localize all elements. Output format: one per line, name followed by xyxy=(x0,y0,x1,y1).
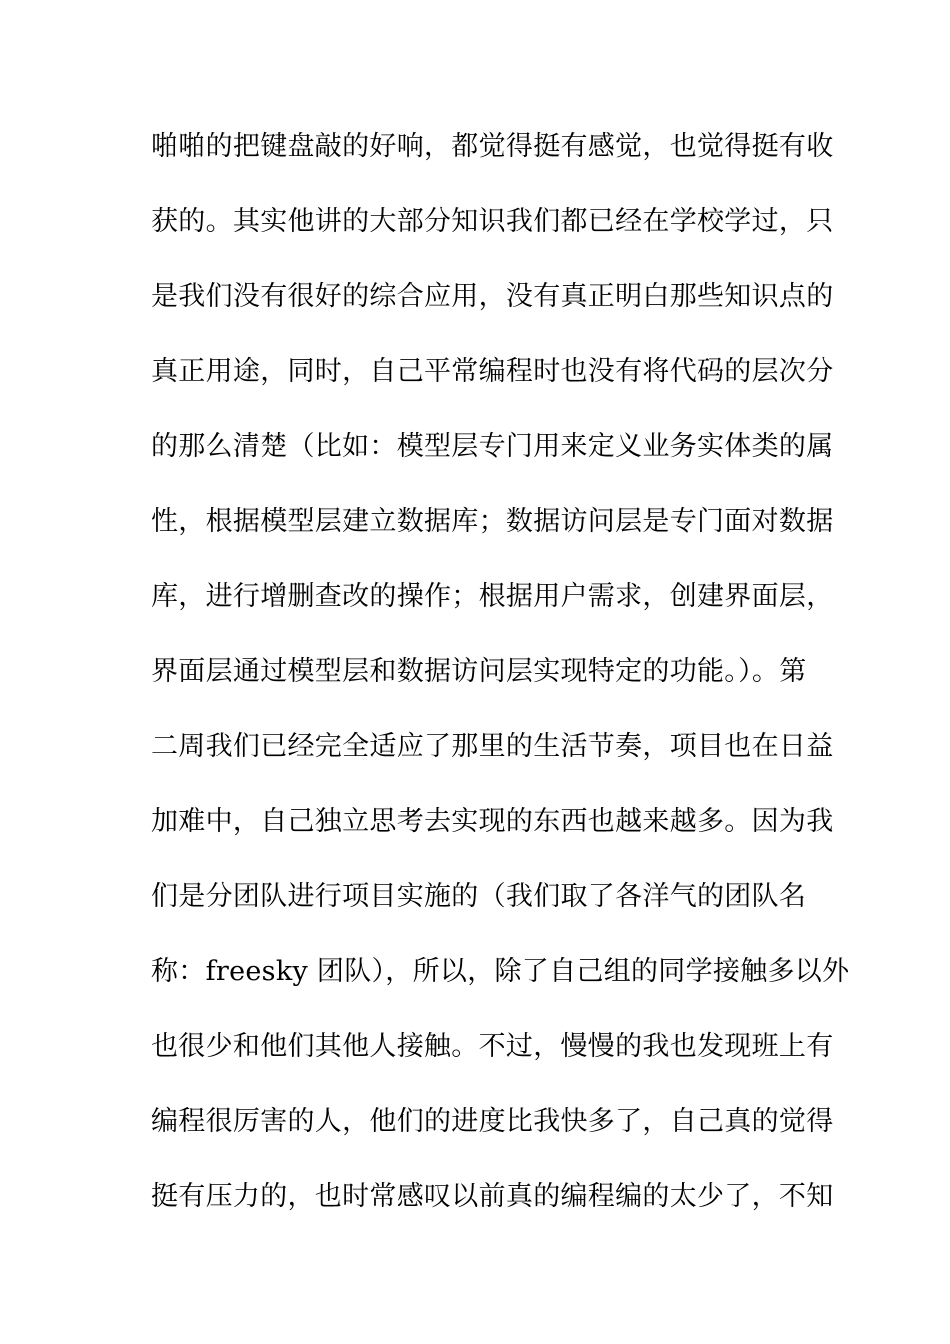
text-line: 加难中，自己独立思考去实现的东西也越来越多。因为我 xyxy=(151,806,834,837)
text-line: 性，根据模型层建立数据库；数据访问层是专门面对数据 xyxy=(151,506,834,537)
text-line: 们是分团队进行项目实施的（我们取了各洋气的团队名 xyxy=(151,881,807,912)
text-line: 界面层通过模型层和数据访问层实现特定的功能。）。第 xyxy=(151,656,807,687)
text-line: 编程很厉害的人，他们的进度比我快多了，自己真的觉得 xyxy=(151,1106,834,1137)
text-line: 是我们没有很好的综合应用，没有真正明白那些知识点的 xyxy=(151,281,834,312)
text-line: 库，进行增删查改的操作；根据用户需求，创建界面层， xyxy=(151,581,834,612)
text-line: 挺有压力的，也时常感叹以前真的编程编的太少了，不知 xyxy=(151,1181,834,1212)
text-line: 啪啪的把键盘敲的好响，都觉得挺有感觉，也觉得挺有收 xyxy=(151,131,834,162)
text-line: 获的。其实他讲的大部分知识我们都已经在学校学过，只 xyxy=(151,206,834,237)
text-line: 也很少和他们其他人接触。不过，慢慢的我也发现班上有 xyxy=(151,1031,834,1062)
text-line: 的那么清楚（比如：模型层专门用来定义业务实体类的属 xyxy=(151,431,834,462)
text-line: 二周我们已经完全适应了那里的生活节奏，项目也在日益 xyxy=(151,731,834,762)
text-line: 称：freesky 团队），所以，除了自己组的同学接触多以外 xyxy=(151,956,850,987)
body-text xyxy=(151,128,850,1253)
text-line: 真正用途，同时，自己平常编程时也没有将代码的层次分 xyxy=(151,356,834,387)
